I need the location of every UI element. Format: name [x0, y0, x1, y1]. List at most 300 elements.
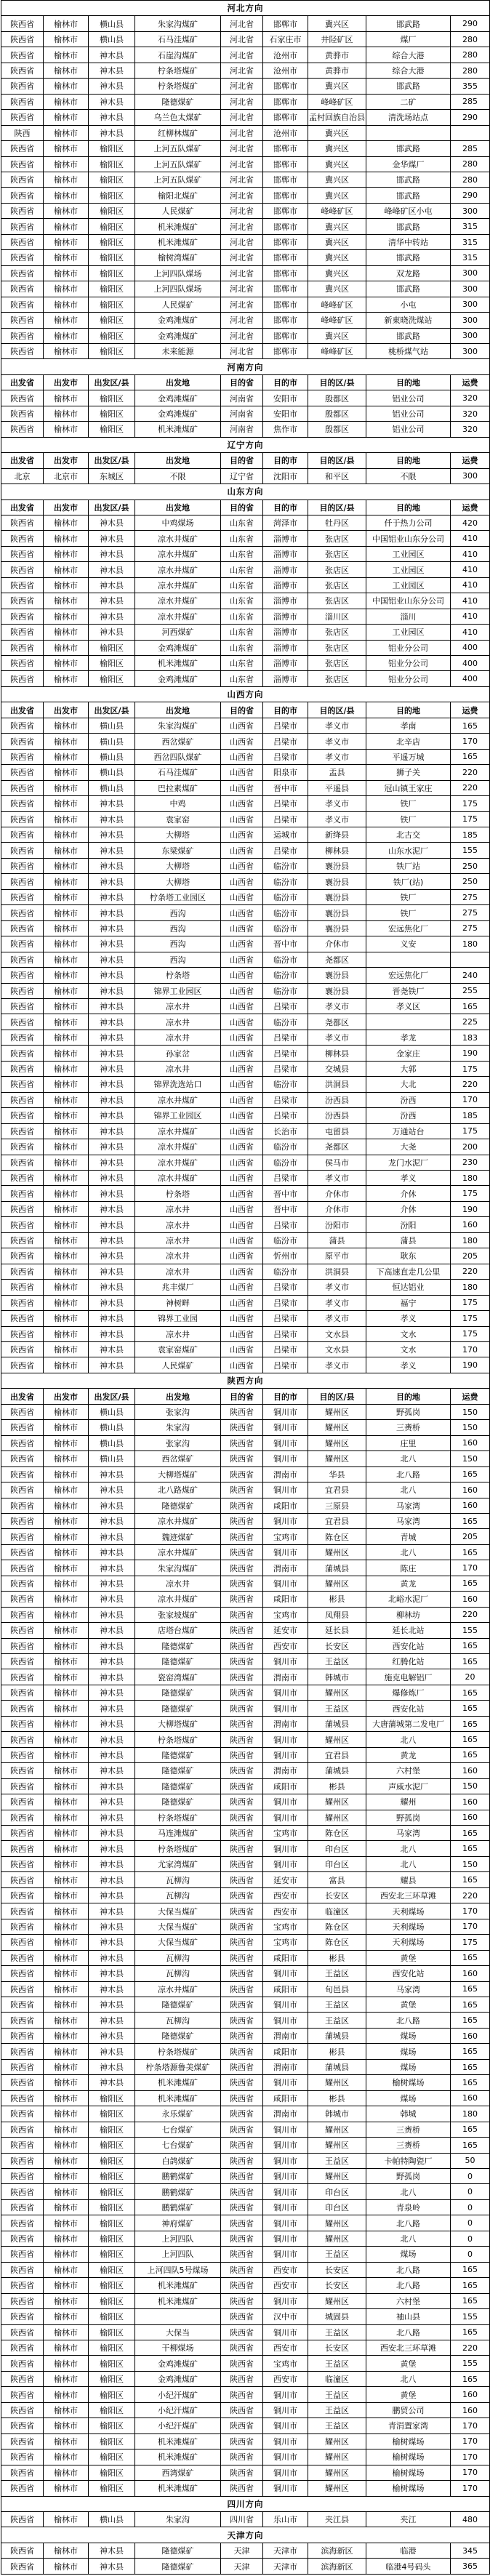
cell-from-province: 陕西省 — [1, 1139, 44, 1155]
cell-to-district: 冀兴区 — [308, 250, 366, 265]
cell-to-district: 耀州区 — [308, 2481, 366, 2496]
cell-from-province: 陕西省 — [1, 1747, 44, 1762]
cell-from-province: 陕西省 — [1, 1123, 44, 1139]
cell-to-province: 陕西省 — [221, 1887, 263, 1903]
cell-from-district: 神木县 — [89, 47, 135, 63]
cell-to-district: 张店区 — [308, 531, 366, 546]
cell-from-place: 上河四队5号煤场 — [135, 2262, 221, 2277]
table-row — [1, 468, 490, 483]
cell-from-province: 陕西省 — [1, 172, 44, 187]
cell-to-place: 天利煤场 — [366, 1919, 451, 1934]
cell-from-district: 神木县 — [89, 1919, 135, 1934]
cell-to-province: 陕西省 — [221, 1966, 263, 1981]
cell-from-district: 神木县 — [89, 2044, 135, 2059]
cell-from-province: 陕西省 — [1, 1685, 44, 1700]
cell-to-province: 河北省 — [221, 79, 263, 94]
cell-from-province: 陕西省 — [1, 577, 44, 593]
table-row — [1, 1217, 490, 1232]
cell-to-province: 山西省 — [221, 968, 263, 983]
cell-to-place: 三赉桥 — [366, 2138, 451, 2153]
cell-from-district: 神木县 — [89, 843, 135, 858]
cell-from-province: 陕西省 — [1, 2262, 44, 2277]
cell-to-city: 吕梁市 — [263, 749, 308, 764]
cell-to-place: 北八路 — [366, 2215, 451, 2231]
cell-to-province: 陕西省 — [221, 1466, 263, 1482]
table-row — [1, 1981, 490, 1997]
cell-from-district: 榆阳区 — [89, 2106, 135, 2122]
cell-from-place: 北八路煤矿 — [135, 1482, 221, 1498]
cell-freight: 150 — [451, 1856, 490, 1871]
cell-from-city: 榆林市 — [44, 1966, 89, 1981]
cell-to-place: 爆修炼厂 — [366, 1685, 451, 1700]
cell-from-district: 神木县 — [89, 1747, 135, 1762]
cell-from-place: 隆德煤矿 — [135, 2543, 221, 2558]
cell-from-place: 机米滩煤矿 — [135, 2481, 221, 2496]
cell-freight: 275 — [451, 889, 490, 904]
cell-to-province: 山东省 — [221, 562, 263, 577]
cell-from-province: 陕西省 — [1, 2356, 44, 2371]
cell-to-city: 延安市 — [263, 1623, 308, 1638]
cell-from-place: 上河五队煤矿 — [135, 156, 221, 172]
cell-freight: 410 — [451, 562, 490, 577]
cell-from-place: 孙家岔 — [135, 1046, 221, 1061]
cell-to-place: 三赉桥 — [366, 1420, 451, 1435]
cell-from-place: 人民煤矿 — [135, 1357, 221, 1373]
cell-to-district: 柳林县 — [308, 1046, 366, 1061]
cell-from-place: 干柳煤场 — [135, 2340, 221, 2355]
cell-to-city: 西安市 — [263, 1887, 308, 1903]
cell-from-city: 榆林市 — [44, 1155, 89, 1170]
cell-from-district: 榆阳区 — [89, 265, 135, 281]
cell-to-district: 井陉矿区 — [308, 31, 366, 47]
table-row — [1, 390, 490, 406]
cell-from-province: 陕西省 — [1, 2168, 44, 2183]
cell-from-place: 鹏鹤煤矿 — [135, 2184, 221, 2199]
cell-from-place: 未来能源 — [135, 343, 221, 358]
cell-freight: 165 — [451, 1826, 490, 1841]
table-row — [1, 2106, 490, 2122]
cell-to-district: 黄骅市 — [308, 63, 366, 78]
cell-freight: 280 — [451, 47, 490, 63]
cell-from-province: 陕西省 — [1, 203, 44, 218]
cell-freight: 165 — [451, 1732, 490, 1747]
cell-from-province: 陕西省 — [1, 1887, 44, 1903]
cell-to-province: 河北省 — [221, 141, 263, 156]
cell-to-place: 淄川 — [366, 609, 451, 624]
cell-to-province: 陕西省 — [221, 2013, 263, 2028]
cell-from-district: 神木县 — [89, 625, 135, 640]
column-header-to-city: 目的市 — [263, 702, 308, 718]
cell-to-district: 殷都区 — [308, 390, 366, 406]
cell-from-city: 榆林市 — [44, 1077, 89, 1092]
cell-from-province: 陕西省 — [1, 1903, 44, 1919]
cell-from-place: 凉水井煤矿 — [135, 531, 221, 546]
cell-to-district: 襄汾县 — [308, 874, 366, 889]
cell-to-district: 侯马市 — [308, 1155, 366, 1170]
cell-from-city: 榆林市 — [44, 2433, 89, 2449]
cell-to-place: 孝义区 — [366, 999, 451, 1014]
cell-from-place: 朱家沟 — [135, 1420, 221, 1435]
cell-from-place: 凉水井煤矿 — [135, 1139, 221, 1155]
cell-freight: 160 — [451, 1763, 490, 1778]
cell-to-district: 耀州区 — [308, 1732, 366, 1747]
cell-freight: 205 — [451, 1248, 490, 1264]
column-header-to-city: 目的市 — [263, 499, 308, 515]
cell-to-province: 河北省 — [221, 31, 263, 47]
cell-from-province: 陕西省 — [1, 1592, 44, 1607]
cell-from-district: 神木县 — [89, 1217, 135, 1232]
table-row — [1, 1872, 490, 1887]
cell-to-city: 铜川市 — [263, 1966, 308, 1981]
table-row — [1, 843, 490, 858]
cell-from-city: 榆林市 — [44, 1560, 89, 1576]
cell-freight: 180 — [451, 1280, 490, 1295]
cell-from-province: 陕西省 — [1, 2106, 44, 2122]
cell-freight: 170 — [451, 734, 490, 749]
cell-to-city: 铜川市 — [263, 1420, 308, 1435]
cell-to-place: 冠山镇王家庄 — [366, 780, 451, 795]
cell-freight: 175 — [451, 1295, 490, 1310]
cell-from-place: 凉水井煤矿 — [135, 1092, 221, 1107]
cell-to-place: 北八路 — [366, 1466, 451, 1482]
cell-from-place: 隆德煤矿 — [135, 94, 221, 109]
cell-freight — [451, 125, 490, 140]
cell-from-city: 榆林市 — [44, 31, 89, 47]
cell-from-city: 榆林市 — [44, 156, 89, 172]
cell-to-place: 施克电解铝厂 — [366, 1669, 451, 1685]
cell-to-city: 铜川市 — [263, 2013, 308, 2028]
cell-freight: 410 — [451, 593, 490, 609]
cell-from-city: 榆林市 — [44, 765, 89, 780]
cell-freight: 165 — [451, 1638, 490, 1653]
cell-from-province: 陕西省 — [1, 1482, 44, 1498]
cell-from-place — [135, 2309, 221, 2324]
cell-freight: 160 — [451, 2028, 490, 2043]
cell-to-place: 文水 — [366, 1341, 451, 1357]
cell-to-district: 汾西县 — [308, 1108, 366, 1123]
cell-to-province: 山东省 — [221, 593, 263, 609]
cell-from-province: 陕西省 — [1, 1077, 44, 1092]
table-row — [1, 1856, 490, 1871]
cell-from-city: 榆林市 — [44, 1217, 89, 1232]
cell-to-province: 陕西省 — [221, 1856, 263, 1871]
cell-from-place: 河西煤矿 — [135, 625, 221, 640]
cell-to-district: 张店区 — [308, 546, 366, 561]
cell-from-city: 榆林市 — [44, 889, 89, 904]
cell-from-city: 榆林市 — [44, 2013, 89, 2028]
cell-to-district: 王益区 — [308, 2402, 366, 2417]
cell-from-city: 榆林市 — [44, 1420, 89, 1435]
cell-freight: 320 — [451, 390, 490, 406]
cell-to-place: 红腾化站 — [366, 1654, 451, 1669]
table-row — [1, 1513, 490, 1528]
cell-from-province: 陕西省 — [1, 1092, 44, 1107]
cell-from-province: 陕西省 — [1, 1669, 44, 1685]
cell-from-city: 榆林市 — [44, 110, 89, 125]
cell-from-province: 陕西省 — [1, 2138, 44, 2153]
cell-from-place: 张家沟 — [135, 1404, 221, 1419]
cell-freight: 165 — [451, 2059, 490, 2074]
table-row — [1, 406, 490, 421]
table-row — [1, 79, 490, 94]
column-header-from-province: 出发省 — [1, 499, 44, 515]
cell-from-province: 陕西省 — [1, 2013, 44, 2028]
cell-to-district: 王益区 — [308, 1997, 366, 2013]
cell-to-district: 韩城市 — [308, 1669, 366, 1685]
cell-from-city: 榆林市 — [44, 905, 89, 920]
cell-from-city: 榆林市 — [44, 718, 89, 733]
cell-freight: 160 — [451, 1435, 490, 1450]
cell-to-place: 邯武路 — [366, 250, 451, 265]
cell-to-province: 陕西省 — [221, 1592, 263, 1607]
cell-from-place: 西湾煤矿 — [135, 2465, 221, 2480]
cell-to-district: 三原县 — [308, 1498, 366, 1513]
cell-from-province: 陕西省 — [1, 1248, 44, 1264]
cell-to-city: 吕梁市 — [263, 811, 308, 827]
cell-to-city: 咸阳市 — [263, 1981, 308, 1997]
cell-freight: 165 — [451, 1950, 490, 1965]
cell-from-place: 鹏鹤煤矿 — [135, 2168, 221, 2183]
cell-from-province: 陕西省 — [1, 16, 44, 31]
cell-to-city: 淄博市 — [263, 562, 308, 577]
cell-to-place: 不限 — [366, 468, 451, 483]
cell-freight: 240 — [451, 968, 490, 983]
table-row — [1, 343, 490, 358]
cell-to-province: 山西省 — [221, 1092, 263, 1107]
cell-to-city: 吕梁市 — [263, 796, 308, 811]
cell-to-district: 原平市 — [308, 1248, 366, 1264]
column-header-freight: 运费 — [451, 499, 490, 515]
cell-to-place: 声威水泥厂 — [366, 1778, 451, 1794]
cell-to-city: 焦作市 — [263, 422, 308, 437]
cell-from-district: 榆阳区 — [89, 281, 135, 297]
cell-from-province: 陕西省 — [1, 1155, 44, 1170]
table-row — [1, 1139, 490, 1155]
cell-to-district: 冀兴区 — [308, 328, 366, 343]
cell-from-place: 上河四队煤场 — [135, 265, 221, 281]
cell-from-province: 陕西省 — [1, 1856, 44, 1871]
cell-from-place: 金鸡滩煤矿 — [135, 390, 221, 406]
cell-to-city: 邯郸市 — [263, 203, 308, 218]
cell-from-place: 石马洼煤矿 — [135, 31, 221, 47]
cell-from-district: 神木县 — [89, 874, 135, 889]
cell-to-district: 孝义市 — [308, 999, 366, 1014]
cell-freight: 300 — [451, 313, 490, 328]
cell-from-city: 榆林市 — [44, 593, 89, 609]
cell-to-city: 铜川市 — [263, 2138, 308, 2153]
table-row — [1, 1155, 490, 1170]
cell-to-province: 陕西省 — [221, 1482, 263, 1498]
cell-to-place: 北八路 — [366, 2013, 451, 2028]
cell-to-place: 六村堡 — [366, 2293, 451, 2308]
cell-to-place: 宏远焦化厂 — [366, 968, 451, 983]
cell-from-place: 瓦柳沟 — [135, 2013, 221, 2028]
table-row — [1, 1592, 490, 1607]
cell-freight: 165 — [451, 1544, 490, 1560]
cell-from-city: 榆林市 — [44, 1716, 89, 1731]
cell-from-city: 榆林市 — [44, 422, 89, 437]
cell-from-place: 朱家沟煤矿 — [135, 1560, 221, 1576]
cell-to-place: 铝业分公司 — [366, 656, 451, 671]
cell-from-city: 榆林市 — [44, 390, 89, 406]
column-header-from-district: 出发区/县 — [89, 499, 135, 515]
cell-from-place: 柠条塔 — [135, 968, 221, 983]
cell-to-city: 临汾市 — [263, 1232, 308, 1248]
table-row — [1, 2511, 490, 2527]
table-row — [1, 1498, 490, 1513]
cell-to-city: 铜川市 — [263, 1451, 308, 1466]
cell-to-city: 晋中市 — [263, 1201, 308, 1216]
cell-to-place: 马家湾 — [366, 1498, 451, 1513]
cell-to-city: 渭南市 — [263, 1716, 308, 1731]
cell-to-district: 临潼区 — [308, 1903, 366, 1919]
cell-freight: 165 — [451, 1997, 490, 2013]
table-row — [1, 1420, 490, 1435]
cell-from-place: 机米滩煤矿 — [135, 219, 221, 234]
cell-to-province: 陕西省 — [221, 1747, 263, 1762]
table-row — [1, 765, 490, 780]
cell-from-city: 榆林市 — [44, 671, 89, 686]
cell-to-place: 夹江 — [366, 2511, 451, 2527]
cell-from-city: 榆林市 — [44, 79, 89, 94]
table-row — [1, 1763, 490, 1778]
cell-to-district: 陈仓区 — [308, 1919, 366, 1934]
cell-to-city: 沧州市 — [263, 125, 308, 140]
cell-from-city: 榆林市 — [44, 1435, 89, 1450]
cell-to-city: 邯郸市 — [263, 172, 308, 187]
cell-to-city: 吕梁市 — [263, 843, 308, 858]
cell-to-province: 河北省 — [221, 281, 263, 297]
cell-to-city: 阳泉市 — [263, 765, 308, 780]
cell-to-district: 宜君县 — [308, 1747, 366, 1762]
cell-to-place: 铝业公司 — [366, 406, 451, 421]
cell-from-place: 机米滩煤矿 — [135, 234, 221, 249]
column-header-from-city: 出发市 — [44, 499, 89, 515]
cell-to-district: 尧都区 — [308, 952, 366, 967]
cell-to-city: 吕梁市 — [263, 734, 308, 749]
cell-from-city: 榆林市 — [44, 1732, 89, 1747]
cell-to-place: 临港4号码头 — [366, 2559, 451, 2574]
cell-from-city: 榆林市 — [44, 1810, 89, 1825]
cell-to-province: 河北省 — [221, 156, 263, 172]
cell-to-province: 山东省 — [221, 531, 263, 546]
cell-freight: 220 — [451, 765, 490, 780]
cell-from-province: 陕西省 — [1, 718, 44, 733]
cell-to-city: 铜川市 — [263, 1654, 308, 1669]
cell-from-city: 榆林市 — [44, 1357, 89, 1373]
cell-to-place: 工业园区 — [366, 625, 451, 640]
cell-to-place: 卡帕特陶瓷厂 — [366, 2153, 451, 2168]
cell-from-place: 尤家湾煤矿 — [135, 1856, 221, 1871]
cell-freight: 200 — [451, 1139, 490, 1155]
cell-from-district: 神木县 — [89, 1560, 135, 1576]
cell-from-district: 榆阳区 — [89, 2293, 135, 2308]
cell-to-province: 山西省 — [221, 1046, 263, 1061]
cell-from-city: 榆林市 — [44, 1623, 89, 1638]
cell-from-district: 神木县 — [89, 1295, 135, 1310]
cell-to-city: 铜川市 — [263, 2199, 308, 2215]
cell-freight: 170 — [451, 1903, 490, 1919]
cell-to-place: 邯武路 — [366, 219, 451, 234]
cell-to-place: 孝南 — [366, 718, 451, 733]
cell-freight: 170 — [451, 1560, 490, 1576]
cell-to-province: 陕西省 — [221, 1826, 263, 1841]
table-row — [1, 1404, 490, 1419]
cell-from-district: 神木县 — [89, 2013, 135, 2028]
cell-freight: 300 — [451, 265, 490, 281]
cell-from-district: 榆阳区 — [89, 2122, 135, 2137]
column-header-to-place: 目的地 — [366, 702, 451, 718]
cell-from-district: 神木县 — [89, 1685, 135, 1700]
cell-to-district: 耀州区 — [308, 2168, 366, 2183]
cell-from-city: 榆林市 — [44, 2059, 89, 2074]
column-header-to-district: 目的区/县 — [308, 1389, 366, 1404]
section-title-row — [1, 359, 490, 374]
cell-to-province: 河北省 — [221, 63, 263, 78]
table-row — [1, 188, 490, 203]
cell-from-city: 榆林市 — [44, 1529, 89, 1544]
cell-to-city: 铜川市 — [263, 1435, 308, 1450]
table-row — [1, 749, 490, 764]
cell-to-city: 邯郸市 — [263, 110, 308, 125]
cell-from-city: 榆林市 — [44, 234, 89, 249]
table-row — [1, 1701, 490, 1716]
cell-to-province: 陕西省 — [221, 1544, 263, 1560]
cell-from-province: 陕西省 — [1, 2153, 44, 2168]
cell-from-province: 陕西省 — [1, 1841, 44, 1856]
cell-from-district: 神木县 — [89, 1061, 135, 1076]
cell-from-province: 陕西省 — [1, 1341, 44, 1357]
cell-to-place: 韩城 — [366, 2106, 451, 2122]
cell-from-place: 西沟 — [135, 905, 221, 920]
cell-from-district: 神木县 — [89, 1030, 135, 1045]
cell-from-district: 神木县 — [89, 796, 135, 811]
cell-to-province: 山西省 — [221, 1077, 263, 1092]
table-row — [1, 265, 490, 281]
table-row — [1, 1466, 490, 1482]
cell-from-district: 神木县 — [89, 1326, 135, 1341]
cell-freight: 345 — [451, 2543, 490, 2558]
table-row — [1, 2059, 490, 2074]
cell-to-place: 大郭 — [366, 1061, 451, 1076]
cell-from-city: 榆林市 — [44, 1201, 89, 1216]
cell-from-province: 陕西省 — [1, 2293, 44, 2308]
table-row — [1, 1826, 490, 1841]
cell-to-district: 印台区 — [308, 1841, 366, 1856]
cell-to-province: 山西省 — [221, 889, 263, 904]
cell-from-district: 神木县 — [89, 968, 135, 983]
column-header-from-province: 出发省 — [1, 453, 44, 468]
cell-from-place: 凉水井 — [135, 999, 221, 1014]
cell-freight: 275 — [451, 920, 490, 936]
cell-from-city: 榆林市 — [44, 2309, 89, 2324]
cell-from-city: 榆林市 — [44, 1186, 89, 1201]
cell-from-city: 榆林市 — [44, 313, 89, 328]
cell-from-province: 陕西省 — [1, 2278, 44, 2293]
cell-from-place: 柠条塔煤矿 — [135, 79, 221, 94]
cell-to-district: 孝义市 — [308, 1280, 366, 1295]
cell-to-province: 山西省 — [221, 1248, 263, 1264]
cell-to-district: 张店区 — [308, 593, 366, 609]
cell-from-province: 陕西省 — [1, 1623, 44, 1638]
cell-to-place: 北八 — [366, 2231, 451, 2246]
cell-from-city: 榆林市 — [44, 827, 89, 843]
cell-from-province: 陕西省 — [1, 390, 44, 406]
cell-from-place: 大柳塔煤矿 — [135, 1466, 221, 1482]
cell-from-city: 榆林市 — [44, 1451, 89, 1466]
cell-to-province: 陕西省 — [221, 2028, 263, 2043]
cell-from-district: 神木县 — [89, 2559, 135, 2574]
